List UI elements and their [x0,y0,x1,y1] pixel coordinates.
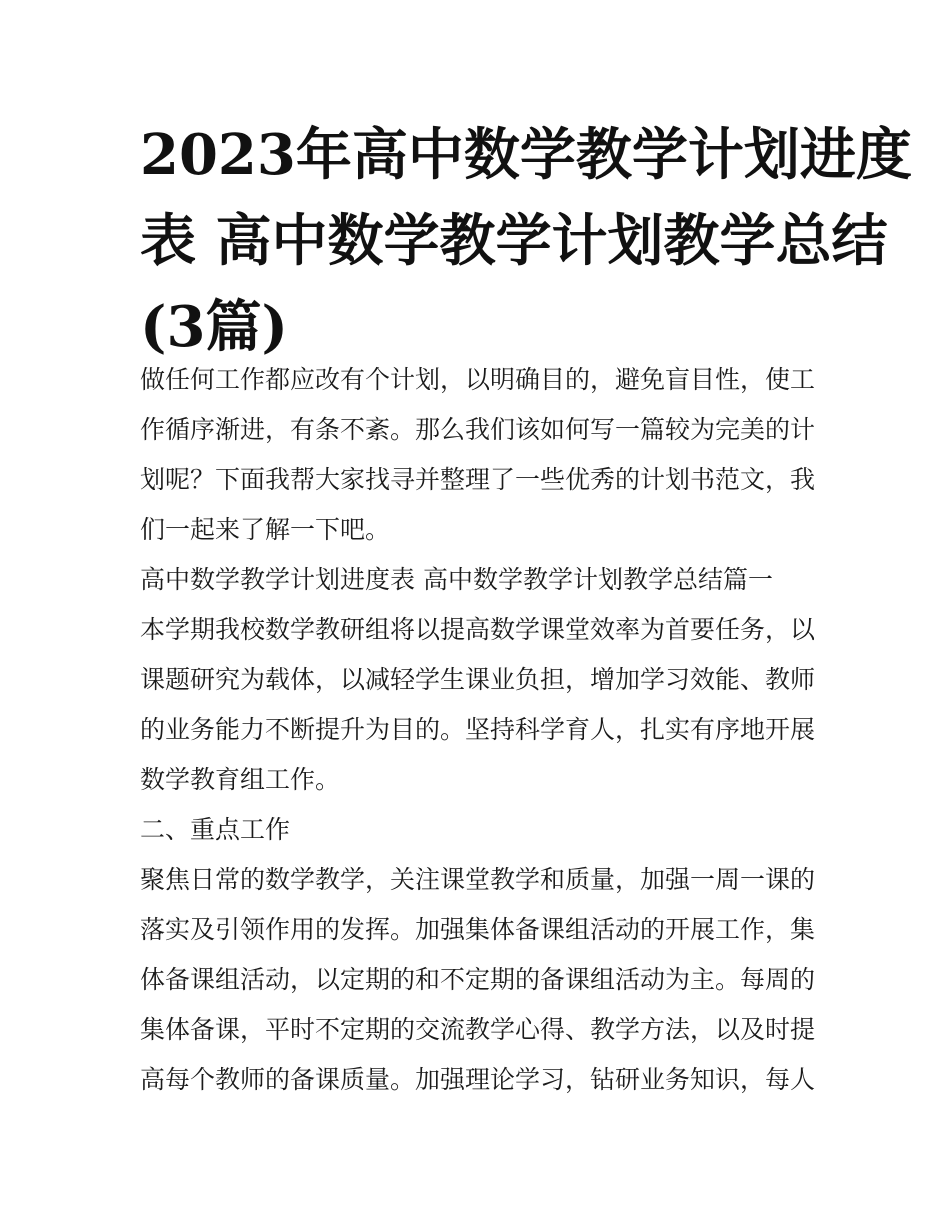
section-heading: 高中数学教学计划进度表 高中数学教学计划教学总结篇一 [140,565,773,594]
paragraph-line: 集体备课，平时不定期的交流教学心得、教学方法，以及时提 [140,1015,816,1044]
paragraph-line: 落实及引领作用的发挥。加强集体备课组活动的开展工作，集 [140,915,816,944]
intro-line: 作循序渐进，有条不紊。那么我们该如何写一篇较为完美的计 [140,415,816,444]
paragraph-line: 本学期我校数学教研组将以提高数学课堂效率为首要任务，以 [140,615,816,644]
title-line: 表 高中数学教学计划教学总结 [140,208,888,274]
subheading: 二、重点工作 [140,815,291,844]
paragraph-line: 体备课组活动，以定期的和不定期的备课组活动为主。每周的 [140,965,816,994]
paragraph-line: 课题研究为载体，以减轻学生课业负担，增加学习效能、教师 [140,665,816,694]
document-body [140,355,820,1105]
paragraph-line: 数学教育组工作。 [140,765,341,794]
intro-line: 做任何工作都应改有个计划，以明确目的，避免盲目性，使工 [140,365,816,394]
paragraph-line: 的业务能力不断提升为目的。坚持科学育人，扎实有序地开展 [140,715,816,744]
paragraph-line: 聚焦日常的数学教学，关注课堂教学和质量，加强一周一课的 [140,865,816,894]
document-title [140,112,912,370]
title-line: (3篇) [140,294,288,360]
intro-line: 划呢？下面我帮大家找寻并整理了一些优秀的计划书范文，我 [140,465,816,494]
intro-line: 们一起来了解一下吧。 [140,515,391,544]
paragraph-line: 高每个教师的备课质量。加强理论学习，钻研业务知识，每人 [140,1065,816,1094]
title-line: 2023年高中数学教学计划进度 [140,122,912,188]
